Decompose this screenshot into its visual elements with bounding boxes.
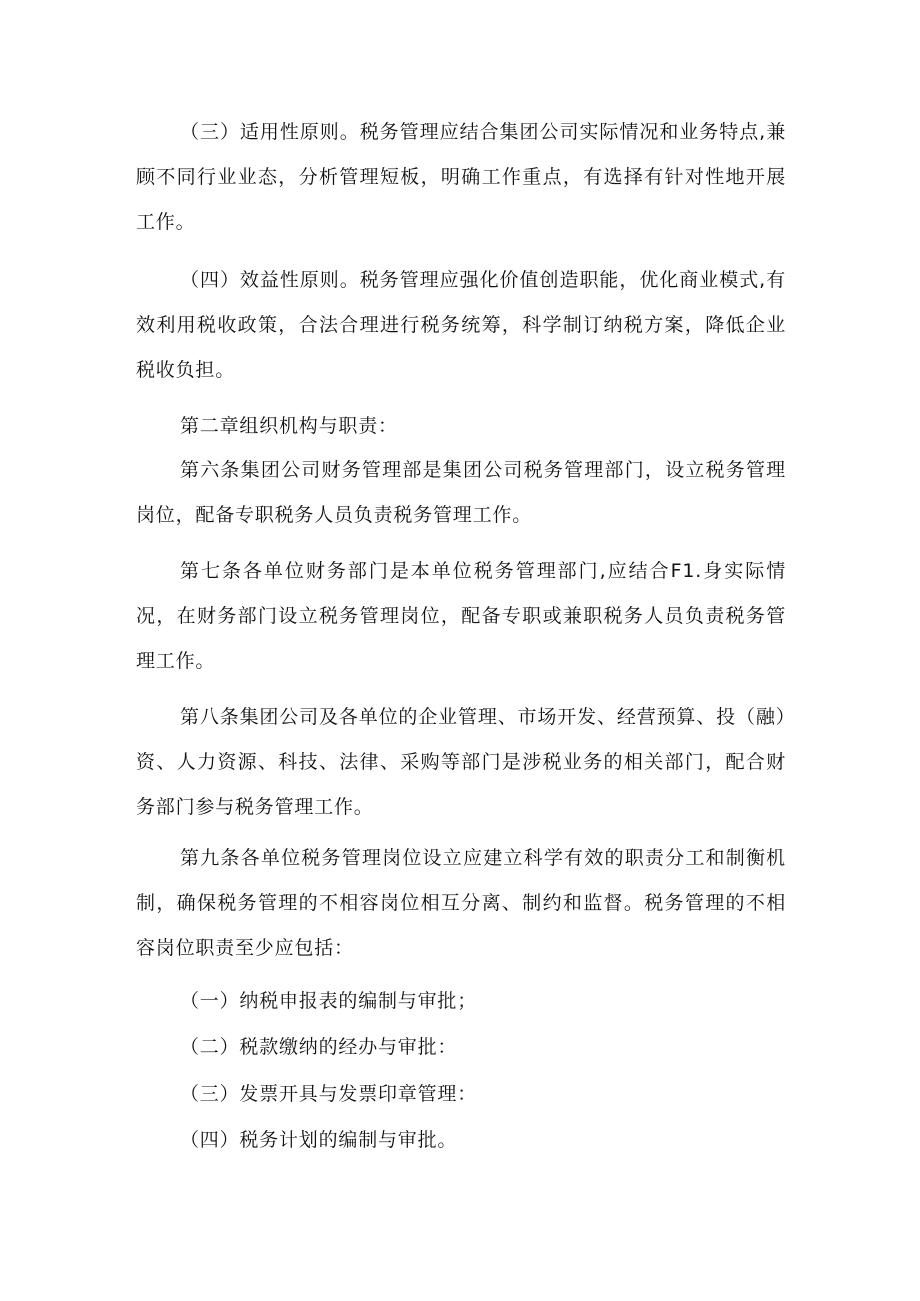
paragraph-article-7: 第七条各单位财务部门是本单位税务管理部门,应结合F1.身实际情况，在财务部门设立税务管理岗位，配备专职或兼职税务人员负责税务管理工作。 — [136, 560, 786, 672]
list-item: （三）发票开具与发票印章管理： — [180, 1083, 478, 1105]
paragraph-article-8: 第八条集团公司及各单位的企业管理、市场开发、经营预算、投（融）资、人力资源、科技、法律、采购等部门是涉税业务的相关部门，配合财务部门参与税务管理工作。 — [136, 706, 786, 818]
paragraph-article-9: 第九条各单位税务管理岗位设立应建立科学有效的职责分工和制衡机制，确保税务管理的不相容岗位相互分离、制约和监督。税务管理的不相容岗位职责至少应包括： — [136, 847, 786, 959]
chapter-heading: 第二章组织机构与职责： — [180, 415, 398, 437]
list-item: （四）税务计划的编制与审批。 — [180, 1129, 458, 1151]
list-item: （二）税款缴纳的经办与审批： — [180, 1036, 458, 1058]
paragraph-article-6: 第六条集团公司财务管理部是集团公司税务管理部门，设立税务管理岗位，配备专职税务人员负责税务管理工作。 — [136, 459, 786, 526]
paragraph-applicability-principle: （三）适用性原则。税务管理应结合集团公司实际情况和业务特点,兼顾不同行业业态，分析管理短板，明确工作重点，有选择有针对性地开展工作。 — [136, 121, 786, 233]
list-item: （一）纳税申报表的编制与审批； — [180, 990, 478, 1012]
paragraph-benefit-principle: （四）效益性原则。税务管理应强化价值创造职能，优化商业模式,有效利用税收政策，合法合理进行税务统筹，科学制订纳税方案，降低企业税收负担。 — [136, 269, 786, 381]
